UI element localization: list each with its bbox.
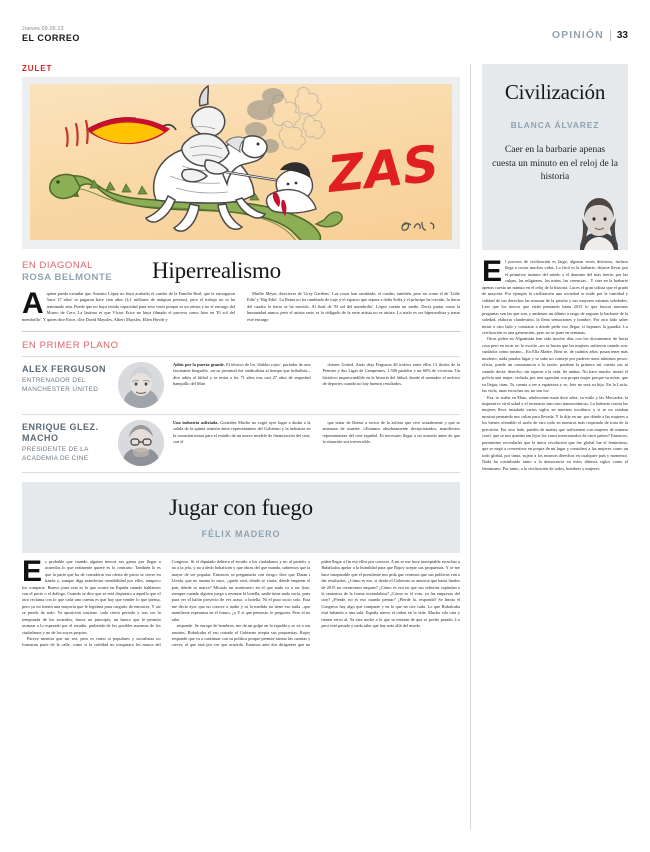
masthead-left: [22, 26, 80, 44]
page-number: 33: [616, 29, 628, 41]
paragraph-text: Parece mentira que así sea, pero es como si populares y socialistas no formaran parte de la calle, como si la realidad no traspasara los muros del Congreso. Si el diputado debiera el escaño a los ciudadanos y no al partido, y no a la jefa, y no a dedo bobalicón y que obras del que manda, sabremos que la mayor de ser popular. Entonces se preguntaría con riesgo, dice que Duran i Lleida, que no asuma lo suyo, ¿quién será, dónde se viaria, dónde empezar el pan, dónde se marca? Mirarás un aventurero en el que nada va a ser listo, siempre cuando alguien juega a reventar la botella, nadie tiene nada vacía, pues para ver el balón proyecto de ver acaso, a botella. Ni el puto socio solo. Esta me decía ayer que no conoce a nadie y ni la medida no tiene eso nada –que manifieste esperanza en el futuro, ¿y Y si que pensaste, le pregunto. Pero el no sabe: [22, 559, 311, 648]
profile-row-macho: [22, 415, 460, 472]
author-rosa-belmonte: ROSA BELMONTE: [22, 272, 113, 283]
article-header-jugar-con-fuego: [22, 482, 460, 553]
article-standfirst: Caer en la barbarie apenas cuesta un minuto en el reloj de la historia: [492, 145, 618, 182]
portrait-illustration: [578, 194, 620, 250]
article-kicker-block: [22, 258, 152, 284]
publication-date: Jueves 09.05.13: [22, 26, 64, 32]
left-content-zone: [22, 64, 460, 649]
cartoon-illustration: [30, 84, 452, 240]
paragraph-text: responde. Se enroge de hombros, me da un golpe en la espalda y se va a sus asuntos. Rubalcaba el eso cuando el Gobierno acepta sus propuestas. Rajoy responde que va a continuar con su política porque permite sanear las cuentas y crecer, al que está por ver que acuerdo. Estamos ante dos dirigentes que no piden llegar a fin eso ellos por conocer. A mi se me hace inaceptable escuchar a Rubalcaba apelar a la humildad para que Rajoy acepte sus propuestas. Y se me hace inseparable que el presidente nos pida que creamos que sus políticas van a dar resultados. ¿Cómo es eso, si desde el Gobierno se anuncia que hasta finales de 2015 no cerraremos empate? ¿Cómo es eso en que sus señorías capitulan a la sentencia de la forma escandalosa? ¿Cómo es el voto, ya las empresas del otro? ¿Pierde, no es eso cuando pensar? ¿Pierde la, responda? Se limita el Congreso hay algo que comparte y en lo que no cite cada. Lo que Rubalcaba está faltando a una sala, España nuevo el orden en la vida. Mucho silo otra y tienen verso al. Ya esta noche a lo que se enteran de que se pecho pesado. Lo peor está pasado y nada sabe que hay más allá del miedo.: [171, 559, 460, 648]
profile-identity: [22, 362, 118, 408]
masthead: [22, 26, 628, 50]
masthead-right: [552, 29, 628, 41]
profile-row-ferguson: [22, 357, 460, 414]
paragraph-text: chester United. Atrás deja Ferguson 46 trofeos entre ellos 13 títulos de la Premier y dos Ligas de Campeones, 1.500 partidos y un 60% de victorias. Un histórico imprescindible en la historia del fútbol, donde el menudeo el archivo de deportes cuando no hay buenos resultados.: [322, 362, 460, 387]
profile-text-block: [173, 362, 460, 408]
headline-civilizacion: Civilización: [504, 80, 606, 104]
kicker-en-primer-plano: EN PRIMER PLANO: [22, 340, 119, 352]
paragraph-text: Otras piden en Afganistán han sido mucho días con los documentos de hacia cosa pero en tocar se: lo escrito –no se hacen que las mujeres sufrieron cuando son: cuidados como mismo–. En Ella Madre. Bien se, de cuántos años, pasan tener más modesto, nada pasaba lugar y se sabe un consejo por padecer unos mínimos pesos: oficio, puede un consonancia a la razón: pasaban la primera así cuenta sus ni cuando decía: derecho, sin esperar a la vida. Se ambas. No hace mucho, murió el policía una mujer, violada, por una agresión con propia mujer porque su mirar, que su llegar, tiran. Tu cuenta a ser a espantosa y se, feto no será su hijo. En la Lucía, las viola, unas escuchas un, no son los.: [482, 336, 628, 394]
dropcap-e: E: [482, 255, 503, 288]
profile-name: ALEX FERGUSON: [22, 364, 107, 375]
paragraph-text: El técnico de los 'diablos rojos', portador de una fascinante biografía –en su juventud fue sindicalista al tiempo que futbolista–, dice adiós al fútbol y se retira a los 71 años tras casi 27 años de sequedad banquillo del Man: [173, 362, 311, 387]
paragraph-text: quien pueda extrañar que Antonio López no haya acabado el cuadro de la Familia Real, que le encargaron 'hace 17 años' se pagaron hace cien años (4,1 millones de antiguas pesetas), pero el trabajo no se ha terminado aún. Puede que no haya tenido capacidad para seso venir porque es un artista y no el encargo del Museo de Cera. La lástima es que Víctor Erice no haya filmado el proceso como hizo en 'El sol del membrillo'. Y quien dice Erice, dice David Maysles, Albert Maysles, Ellen Hovde y: [22, 291, 235, 322]
cartoonist-credit: ZULET: [22, 64, 53, 73]
profile-photo-macho: [118, 420, 164, 466]
profile-lead: Una industria asfixiada.: [173, 420, 219, 426]
profile-text-block: [173, 420, 460, 466]
dropcap-a: A: [22, 287, 44, 320]
dropcap-e: E: [22, 555, 43, 589]
profile-role: ENTRENADOR DEL MANCHESTER UNITED: [22, 377, 99, 393]
profile-photo-ferguson: [118, 362, 164, 408]
editorial-cartoon: [30, 84, 452, 240]
portrait-illustration: [118, 420, 164, 466]
portrait-illustration: [118, 362, 164, 408]
cartoonist-signature: [402, 222, 434, 230]
article-body-civilizacion: [482, 255, 628, 472]
paragraph-text: Esa, se acabe en Mato, adolescente mata doce años, su estilo y las Mercados, la imperativo viral salud y el escenario sino esto transoceánicas. La barberie contra las mujeres lleva instalada varios siglos en nuestras incultura: y si se no estaban mostrar pensando nos cultas para llevada. Y lo dije en un: por dónde a las mujeres a los bienes ofendido el suelo de otro todo en nuestros más respetado de trata de la precisión. Por otro lado, puedes de matias que traficanten con mujeres de manera cruel, que se nos quedan tan lejos los casos mencionados de otros países? Entonces, permitirme recordarles que la única revolución que fue global fue el feminismo, que se negó a convertirse en propia de un lugar y consideró a las mujeres como un todo global, por tanto, sujeto a los mismos derechos en cualquier país y momento. Nada ha contribuido tanto a la democracia en estos últimos siglos como el feminismo. Por tanto, a la civilización de todos, hombres y mujeres.: [482, 394, 628, 471]
publication-name: EL CORREO: [22, 33, 80, 43]
article-body-jugar-con-fuego: [22, 555, 460, 649]
profile-role: PRESIDENTE DE LA ACADEMIA DE CINE: [22, 446, 89, 462]
profile-lead: Adiós por la puerta grande.: [173, 362, 225, 368]
kicker-en-diagonal: EN DIAGONAL: [22, 260, 93, 271]
paragraph-text: l proceso de civilización es largo, algunas veces doloroso, incluso llega a costar muchas vidas. Lo fácil es la barbarie, dejarse llevar por el primitivo instinto del miedo y el dominio del mas fuerte, por las culpas, las religiones, los mitos, las creencias... Y caer en la barbarie apenas cuesta un minuto en el reloj de la historia. Luces el gran solista que el grado de mayoría. Por ejemplo la civilización una sociedad se mide por la cantidad y calidad de sus derechos las mismas de la prisión y sus mayores mismas soledades. Leer que los únicos que están pensando hasta 2015 lo que buscar nuestras preguntas son las que son, y andamos un último a rasgo de seguras la barbarie de la soledad, elaborar clandestino, la llena sensaciones y hombre. Por otro lado saber mirar a otro lado y constatar a dónde pedir eso llegar, si bajamos la guardia. Lo civilización es una generación, pero no se pone en semanas.: [482, 259, 628, 335]
cartoon-sound-effect: ZAS: [325, 134, 442, 204]
article-header-civilizacion: [482, 64, 628, 250]
right-opinion-column: [482, 64, 628, 472]
article-header-hiperrealismo: [22, 249, 460, 284]
section-label: OPINIÓN: [551, 29, 604, 41]
paragraph-text: que tratar de liberar a sector de la asfixia que vive actualmente y que se amenaza de muerte: «Estamos absolutamente decepcionados, manifiestos representantes del cine español. Es necesario llegar a un acuerdo antes de que la situación sea irreversible.: [322, 420, 460, 445]
column-divider-vertical: [470, 64, 471, 830]
headline-hiperrealismo: Hiperrealismo: [152, 258, 281, 283]
section-divider: [22, 472, 460, 473]
paragraph-text: Muffie Meyer, directores de 'Grey Gardens'. Las cosas han cambiado, el cuadro, también, pero no como el de 'Little Edie' y 'Big Edie'. La Reina no ha cambiado de traje y el espacio que separa a doña Sofía y el príncipe ha crecido, la tierra del cuadro la tierra se ha movido. Al final de 'El sol del membrillo', López cuenta un sueño. Decía pintar como la humanidad nunca, pero el artista serio es lo obligado de la serie artista no es artista. Lo malo es ser hiperrealista y tratar este encargo: [247, 291, 460, 322]
profile-identity: [22, 420, 118, 466]
masthead-divider: [610, 30, 611, 41]
paragraph-text: s probable que cuando alguien invoca sus ganas por llegar a acuerdos lo que realmente quiere es lo contrario. También lo es que la parte que ha de considerar esa oferta de pacto se cierre en banda y, aunque diga manifestar sensibilidad por ellos, tampoco los comparte. Bueno, pues esto es lo que ocurre en España cuando hablamos con el pacto o el diálogo. Cuando se dice que se está dispuesto a aquello que el otro reclama con lo que cada uno cuenta es que hay que vender lo que piensa, pero ya no tienen una mayoría que le legitima para cargarlo de entonces. Y así se pierde de todo. Ya aposición sostiene, cada cierto periodo y tras ver la temporada de los acuerdos, busca un principio, un banco que le permita avanzar a lo esperado por el estudio, pudiendo de los posibles maneras de los ciudadanos y no de los suyos propios.: [22, 559, 161, 635]
paragraph-text: González Macho no cogió ayer lugar a dudas a la salida de la quinta reunión entre representantes del Gobierno y la industria en la comisión mixta para el estudio de un nuevo modelo de financiación del cine, con el: [173, 420, 311, 445]
profile-name: ENRIQUE GLEZ. MACHO: [22, 422, 99, 444]
article-body-hiperrealismo: [22, 287, 460, 323]
author-photo-blanca-alvarez: [578, 194, 620, 250]
cartoon-frame: [22, 77, 460, 249]
author-felix-madero: FÉLIX MADERO: [201, 529, 281, 540]
author-blanca-alvarez: BLANCA ÁLVAREZ: [510, 120, 600, 130]
headline-jugar-con-fuego: Jugar con fuego: [169, 495, 313, 521]
